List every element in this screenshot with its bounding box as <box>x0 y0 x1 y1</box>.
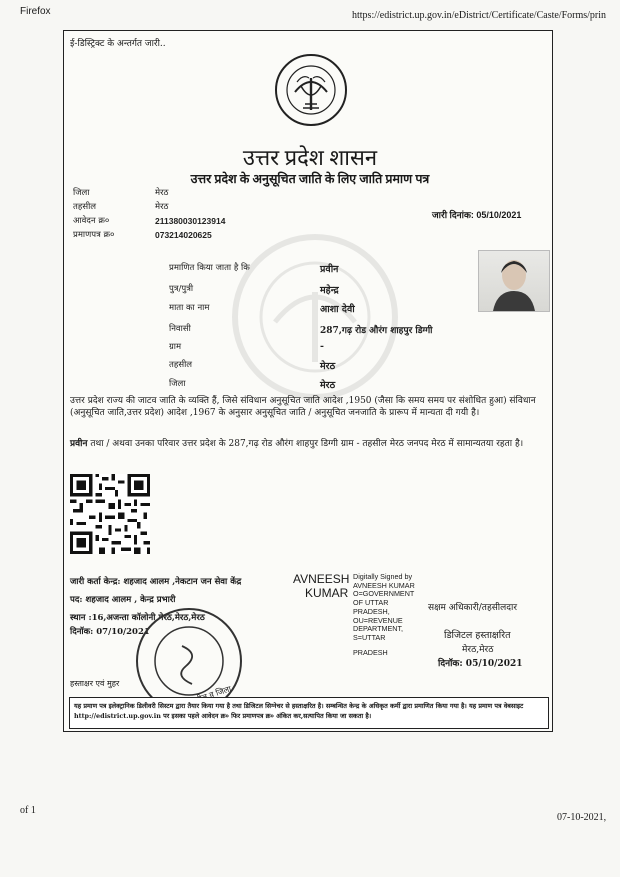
village-label: ग्राम <box>169 342 182 352</box>
digital-sign-name-line1: AVNEESH <box>293 572 350 586</box>
tehsil-value: मेरठ <box>155 202 169 212</box>
tehsil-label: तहसील <box>73 202 97 212</box>
person-tehsil-label: तहसील <box>169 360 193 370</box>
issuer-place: स्थान :16,अजन्ता कॉलोनी मेरठ,मेरठ,मेरठ <box>70 613 205 623</box>
digital-sign-name-line2: KUMAR <box>305 586 349 600</box>
issue-date <box>432 208 521 221</box>
watermark-emblem <box>230 232 400 402</box>
issuer-post: पद: शहजाद आलम , केन्द्र प्रभारी <box>70 595 176 605</box>
ds-line: AVNEESH KUMAR <box>353 580 415 590</box>
ds-line: O=GOVERNMENT <box>353 589 415 599</box>
issue-date-label: जारी दिनांक: <box>432 210 474 220</box>
certificate-no-label: प्रमाणपत्र क्र० <box>73 230 115 240</box>
browser-name: Firefox <box>20 6 51 17</box>
body-paragraph-1: उत्तर प्रदेश राज्य की जाटव जाति के व्यक्ति हैं, जिसे संविधान अनुसूचित जाति आदेश ,1950 (जैसा कि समय समय पर संशोधित हुआ) संविधान (अनुसूचित जाति,उत्तर प्रदेश) आदेश ,1967 के अनुसार अनुसूचित जाति / अनुसूचित जनजाति के प्रारूप में मान्यता दी गयी है। <box>70 396 536 418</box>
authority-date: दिनॉक: 05/10/2021 <box>438 659 523 669</box>
certified-label: प्रमाणित किया जाता है कि <box>169 263 250 273</box>
certified-value: प्रवीन <box>320 264 339 275</box>
applicant-photo <box>478 250 550 312</box>
qr-code <box>70 474 150 554</box>
body-paragraph-2-name: प्रवीन <box>70 439 88 449</box>
mother-value: आशा देवी <box>320 304 355 315</box>
body-paragraph-2 <box>70 438 540 450</box>
ds-line: DEPARTMENT, <box>353 624 404 634</box>
district-value: मेरठ <box>155 188 169 198</box>
ds-line: Digitally Signed by <box>353 572 413 581</box>
footer-disclaimer: यह प्रमाण पत्र इलेक्ट्रानिक डिलीवरी सिस्टम द्वारा तैयार किया गया है तथा डिजिटल सिग्नेचर से हस्ताक्षरित है। सम्बन्धित केन्द्र के अधिकृत कर्मी द्वारा प्रमाणित किया गया है। यह प्रमाण पत्र वेबसाइट http://edistrict.up.gov.in पर इसका पहले आवेदन क्र० फिर प्रमाणपत्र क्र० अंकित कर,सत्यापित किया जा सकता है। <box>74 702 524 720</box>
issuer-date: दिनॉक: 07/10/2021 <box>70 627 150 637</box>
footer-disclaimer-box <box>69 697 549 729</box>
certificate-title: उत्तर प्रदेश के अनुसूचित जाति के लिए जाति प्रमाण पत्र <box>190 172 430 186</box>
body-paragraph-2-text: तथा / अथवा उनका परिवार उत्तर प्रदेश के 287,गढ़ रोड औरंग शाहपुर डिग्गी ग्राम - तहसील मेरठ जनपद मेरठ में सामान्यतया रहता है। <box>90 439 524 449</box>
gov-title: उत्तर प्रदेश शासन <box>242 145 378 170</box>
application-no-label: आवेदन क्र० <box>73 216 110 226</box>
ds-line: S=UTTAR <box>353 632 386 642</box>
authority-title: सक्षम अधिकारी/तहसीलदार <box>428 603 518 613</box>
parent-value: महेन्द्र <box>320 285 339 296</box>
parent-label: पुत्र/पुत्री <box>169 284 194 294</box>
ds-line: OU=REVENUE <box>353 615 403 625</box>
page-indicator: of 1 <box>20 805 36 816</box>
ds-line: OF UTTAR <box>353 598 389 608</box>
top-note: ई-डिस्ट्रिक्ट के अन्तर्गत जारी.. <box>70 39 166 49</box>
ds-line: PRADESH, <box>353 606 390 616</box>
mother-label: माता का नाम <box>169 303 210 313</box>
issue-date-value: 05/10/2021 <box>476 210 522 220</box>
person-district-value: मेरठ <box>320 380 336 391</box>
certificate-no-value: 073214020625 <box>155 230 212 240</box>
print-date: 07-10-2021, <box>557 812 607 823</box>
authority-signed: डिजिटल हस्ताक्षरित <box>444 630 511 641</box>
page-url[interactable]: https://edistrict.up.gov.in/eDistrict/Certificate/Caste/Forms/prin <box>352 10 607 21</box>
person-district-label: जिला <box>169 379 186 389</box>
authority-place: मेरठ,मेरठ <box>462 645 494 655</box>
district-label: जिला <box>73 188 90 198</box>
digital-sign-name <box>293 572 349 600</box>
issuer-center: जारी कर्ता केन्द्र: शहजाद आलम ,नेकटान जन सेवा केंद्र <box>70 577 242 587</box>
person-tehsil-value: मेरठ <box>320 361 336 372</box>
ds-line: PRADESH <box>353 647 388 657</box>
resident-value: 287,गढ़ रोड औरंग शाहपुर डिग्गी <box>320 326 433 336</box>
signature-label: हस्ताक्षर एवं मुहर <box>70 679 120 688</box>
village-value: - <box>320 341 324 352</box>
resident-label: निवासी <box>169 324 191 334</box>
application-no-value: 211380030123914 <box>155 216 226 226</box>
up-emblem-icon <box>273 52 349 128</box>
digital-sign-details <box>353 573 415 657</box>
